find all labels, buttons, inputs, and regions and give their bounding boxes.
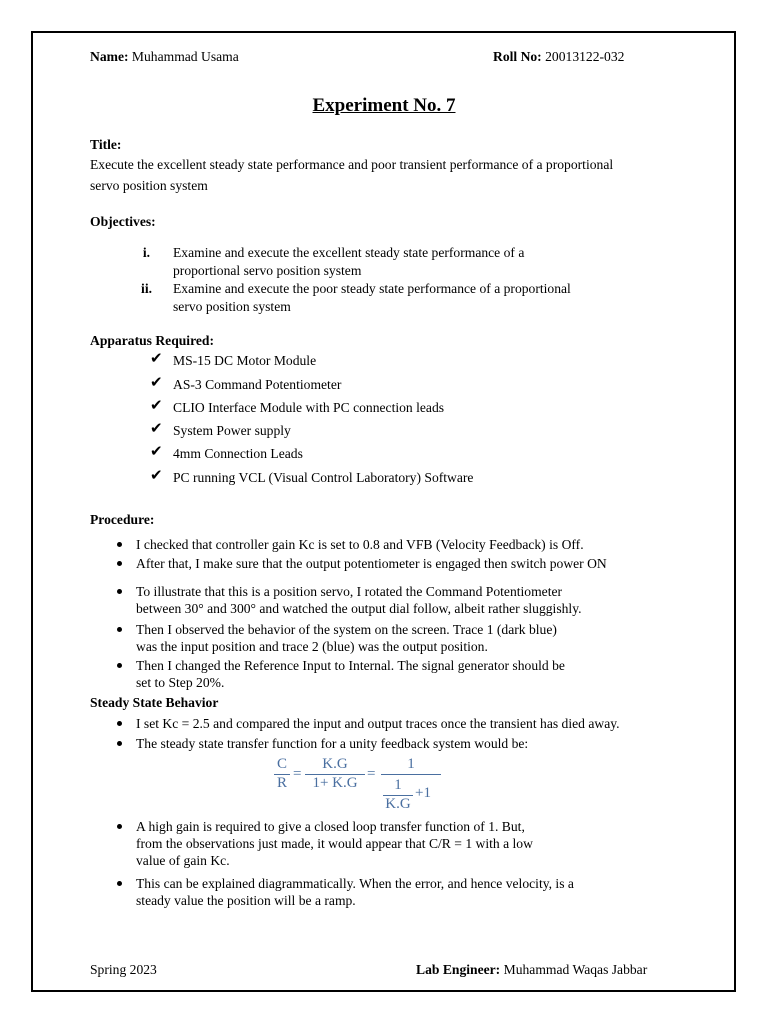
equation-equals-2: =	[367, 766, 376, 782]
procedure-line-1: To illustrate that this is a position servo, I rotated the Command Potentiometer	[136, 584, 563, 599]
apparatus-heading: Apparatus Required:	[90, 333, 214, 348]
equation-plus-one: +1	[415, 785, 431, 801]
objective-item	[130, 244, 630, 284]
steady-state-heading: Steady State Behavior	[90, 695, 219, 710]
objective-number: i.	[142, 245, 150, 260]
apparatus-item-label: AS-3 Command Potentiometer	[173, 377, 342, 392]
experiment-title: Experiment No. 7	[312, 95, 456, 116]
procedure-item	[117, 583, 717, 619]
steady-state-line-1: The steady state transfer function for a unity feedback system would be:	[136, 736, 529, 751]
bullet-icon	[117, 621, 125, 629]
steady-state-item	[117, 818, 717, 872]
procedure-item	[117, 621, 717, 657]
name-value: Muhammad Usama	[131, 49, 239, 64]
roll-value: 20013122-032	[545, 49, 625, 64]
equation-lhs-numerator: C	[276, 756, 287, 772]
checkmark-icon: ✔	[150, 349, 163, 367]
checkmark-icon: ✔	[150, 396, 163, 414]
bullet-icon	[117, 583, 125, 591]
equation-inner-denominator: K.G	[385, 796, 411, 812]
transfer-function-equation	[274, 756, 474, 816]
procedure-line-1: Then I changed the Reference Input to Internal. The signal generator should be	[136, 658, 565, 673]
objective-line-2: servo position system	[173, 299, 291, 314]
procedure-item	[117, 536, 717, 554]
objective-line-1: Examine and execute the excellent steady state performance of a	[173, 245, 525, 260]
roll-line	[493, 48, 624, 65]
objective-item	[130, 280, 630, 320]
procedure-line-1: After that, I make sure that the output potentiometer is engaged then switch power ON	[136, 556, 607, 571]
procedure-heading: Procedure:	[90, 512, 155, 527]
apparatus-list	[150, 349, 650, 492]
steady-state-item	[117, 875, 717, 911]
procedure-line-1: I checked that controller gain Kc is set to 0.8 and VFB (Velocity Feedback) is Off.	[136, 537, 584, 552]
bullet-icon	[117, 818, 125, 826]
objective-line-2: proportional servo position system	[173, 263, 362, 278]
steady-state-line-1: This can be explained diagrammatically. When the error, and hence velocity, is a	[136, 876, 574, 891]
objective-number: ii.	[141, 281, 152, 296]
engineer-value: Muhammad Waqas Jabbar	[503, 962, 648, 977]
equation-mid-numerator: K.G	[322, 756, 348, 772]
procedure-line-2: was the input position and trace 2 (blue) was the output position.	[136, 639, 488, 654]
equation-rhs-numerator: 1	[407, 756, 415, 772]
equation-inner-numerator: 1	[394, 777, 402, 793]
steady-state-line-2: steady value the position will be a ramp.	[136, 893, 356, 908]
name-line	[90, 48, 239, 65]
checkmark-icon: ✔	[150, 466, 163, 484]
steady-state-item	[117, 715, 717, 733]
equation-mid-denominator: 1+ K.G	[312, 775, 358, 791]
objective-line-1: Examine and execute the poor steady state performance of a proportional	[173, 281, 571, 296]
bullet-icon	[117, 555, 125, 563]
checkmark-icon: ✔	[150, 442, 163, 460]
apparatus-item-label: MS-15 DC Motor Module	[173, 353, 317, 368]
equation-lhs-denominator: R	[276, 775, 287, 791]
procedure-item	[117, 555, 717, 573]
name-label: Name:	[90, 49, 129, 64]
title-line-1: Execute the excellent steady state performance and poor transient performance of a proportional	[90, 157, 614, 172]
apparatus-item-label: System Power supply	[173, 423, 291, 438]
steady-state-line-2: from the observations just made, it would appear that C/R = 1 with a low	[136, 836, 533, 851]
roll-label: Roll No:	[493, 49, 542, 64]
procedure-line-1: Then I observed the behavior of the system on the screen. Trace 1 (dark blue)	[136, 622, 557, 637]
bullet-icon	[117, 875, 125, 883]
procedure-line-2: set to Step 20%.	[136, 675, 225, 690]
footer-semester: Spring 2023	[90, 962, 157, 977]
footer-engineer	[416, 961, 647, 978]
steady-state-line-1: I set Kc = 2.5 and compared the input and output traces once the transient has died away.	[136, 716, 620, 731]
bullet-icon	[117, 657, 125, 665]
steady-state-line-1: A high gain is required to give a closed loop transfer function of 1. But,	[136, 819, 525, 834]
apparatus-item-label: 4mm Connection Leads	[173, 446, 303, 461]
steady-state-line-3: value of gain Kc.	[136, 853, 230, 868]
steady-state-item	[117, 735, 717, 753]
apparatus-item-label: CLIO Interface Module with PC connection leads	[173, 400, 445, 415]
apparatus-item-label: PC running VCL (Visual Control Laboratory) Software	[173, 470, 474, 485]
checkmark-icon: ✔	[150, 419, 163, 437]
title-heading: Title:	[90, 137, 122, 152]
equation-equals-1: =	[293, 766, 302, 782]
title-line-2: servo position system	[90, 178, 208, 193]
engineer-label: Lab Engineer:	[416, 962, 501, 977]
checkmark-icon: ✔	[150, 373, 163, 391]
bullet-icon	[117, 715, 125, 723]
bullet-icon	[117, 536, 125, 544]
procedure-item	[117, 657, 717, 693]
objectives-heading: Objectives:	[90, 214, 156, 229]
procedure-line-2: between 30° and 300° and watched the output dial follow, albeit rather sluggishly.	[136, 601, 582, 616]
bullet-icon	[117, 735, 125, 743]
